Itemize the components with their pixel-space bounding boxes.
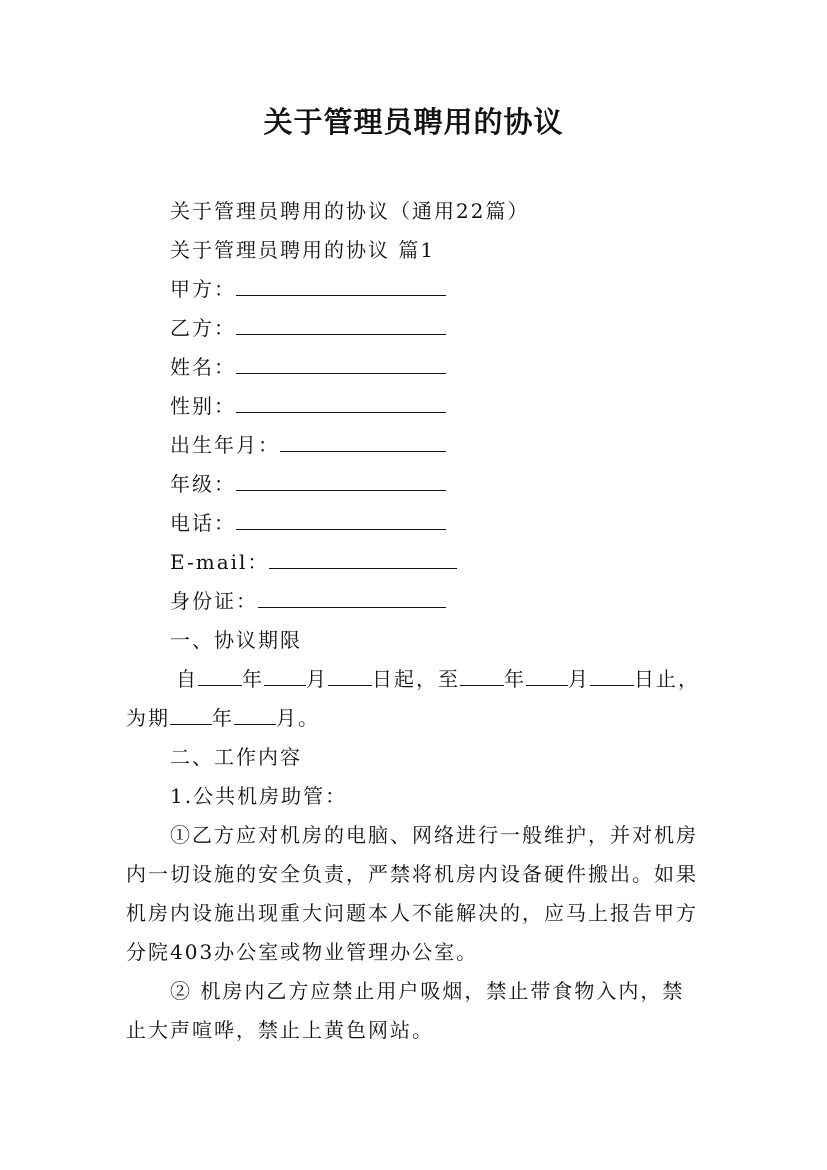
work-sub-heading: 1.公共机房助管： — [170, 784, 348, 808]
paragraph-line: 止大声喧哗，禁止上黄色网站。 — [126, 1018, 434, 1042]
field-label: 甲方： — [170, 277, 236, 301]
field-party-a — [170, 275, 446, 303]
fill-blank[interactable] — [236, 509, 446, 530]
field-label: 乙方： — [170, 316, 236, 340]
paragraph-line: ①乙方应对机房的电脑、网络进行一般维护，并对机房 — [170, 823, 698, 847]
field-label: E-mail： — [170, 550, 270, 574]
field-email — [170, 548, 457, 576]
document-subtitle: 关于管理员聘用的协议（通用22篇） — [170, 199, 530, 223]
field-label: 身份证： — [170, 589, 258, 613]
term-period-line — [126, 704, 320, 732]
field-label: 出生年月： — [170, 433, 280, 457]
fill-blank[interactable] — [590, 665, 634, 686]
fill-blank[interactable] — [280, 431, 446, 452]
term-text: 年 — [242, 667, 264, 691]
fill-blank[interactable] — [236, 470, 446, 491]
field-id-card — [170, 587, 446, 615]
fill-blank[interactable] — [526, 665, 568, 686]
fill-blank[interactable] — [258, 587, 446, 608]
paragraph-line: ② 机房内乙方应禁止用户吸烟，禁止带食物入内，禁 — [170, 979, 685, 1003]
field-label: 姓名： — [170, 355, 236, 379]
section-heading: 关于管理员聘用的协议 篇1 — [170, 238, 436, 262]
field-label: 年级： — [170, 472, 236, 496]
field-grade — [170, 470, 446, 498]
term-dates-line — [176, 665, 700, 693]
paragraph-line: 分院403办公室或物业管理办公室。 — [126, 940, 479, 964]
fill-blank[interactable] — [460, 665, 504, 686]
document-title: 关于管理员聘用的协议 — [263, 105, 564, 139]
work-heading: 二、工作内容 — [170, 745, 302, 769]
fill-blank[interactable] — [328, 665, 372, 686]
field-birth-date — [170, 431, 446, 459]
fill-blank[interactable] — [236, 314, 446, 335]
term-heading: 一、协议期限 — [170, 628, 302, 652]
field-gender — [170, 392, 446, 420]
field-label: 电话： — [170, 511, 236, 535]
field-party-b — [170, 314, 446, 342]
term-text: 月 — [306, 667, 328, 691]
fill-blank[interactable] — [170, 704, 212, 725]
fill-blank[interactable] — [269, 548, 457, 569]
field-label: 性别： — [170, 394, 236, 418]
term-text: 月。 — [276, 706, 320, 730]
term-text: 月 — [568, 667, 590, 691]
fill-blank[interactable] — [264, 665, 306, 686]
term-text: 日止， — [634, 667, 700, 691]
paragraph-line: 机房内设施出现重大问题本人不能解决的，应马上报告甲方 — [126, 901, 698, 925]
fill-blank[interactable] — [236, 275, 446, 296]
term-text: 年 — [504, 667, 526, 691]
fill-blank[interactable] — [234, 704, 276, 725]
fill-blank[interactable] — [236, 353, 446, 374]
field-name — [170, 353, 446, 381]
paragraph-line: 内一切设施的安全负责，严禁将机房内设备硬件搬出。如果 — [126, 862, 698, 886]
fill-blank[interactable] — [236, 392, 446, 413]
field-phone — [170, 509, 446, 537]
term-text: 年 — [212, 706, 234, 730]
term-text: 为期 — [126, 706, 170, 730]
term-text: 日起，至 — [372, 667, 460, 691]
term-text: 自 — [176, 667, 198, 691]
fill-blank[interactable] — [198, 665, 242, 686]
